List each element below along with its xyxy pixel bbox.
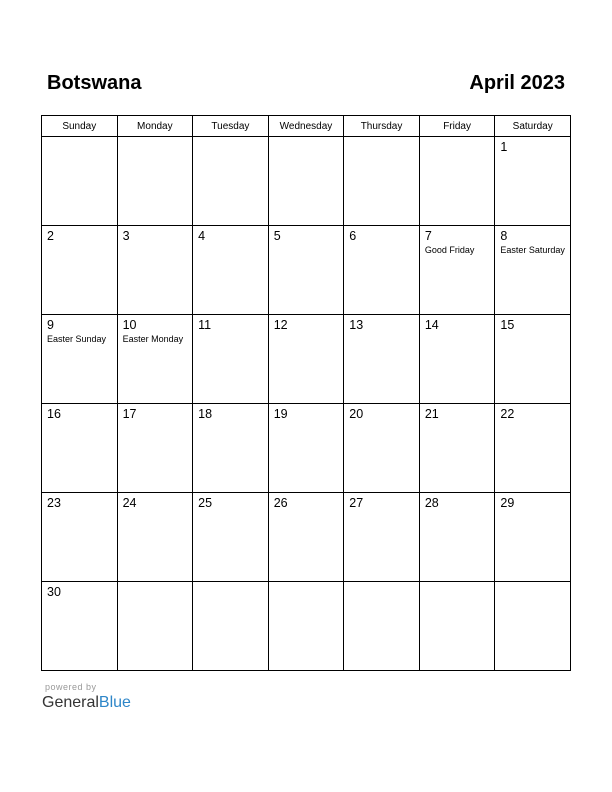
day-number: 20 [349, 407, 364, 421]
day-cell [419, 226, 495, 315]
day-number: 27 [349, 496, 364, 510]
day-cell [344, 493, 420, 582]
holiday-label [420, 421, 495, 422]
holiday-label: Easter Monday [122, 334, 184, 344]
holiday-label [269, 585, 344, 586]
weekday-saturday: Saturday [495, 116, 571, 137]
week-row [42, 315, 571, 404]
week-row [42, 404, 571, 493]
weekday-wednesday: Wednesday [268, 116, 344, 137]
week-row [42, 226, 571, 315]
weekday-monday: Monday [117, 116, 193, 137]
day-cell [495, 137, 571, 226]
day-cell [117, 315, 193, 404]
day-number: 7 [424, 229, 432, 243]
day-cell [117, 493, 193, 582]
holiday-label [118, 243, 193, 244]
day-number: 5 [273, 229, 281, 243]
brand-general-text: General [42, 694, 99, 711]
day-cell [495, 493, 571, 582]
holiday-label [420, 140, 495, 141]
day-cell [419, 137, 495, 226]
holiday-label [118, 421, 193, 422]
weekday-friday: Friday [419, 116, 495, 137]
country-title: Botswana [47, 72, 142, 94]
day-cell [268, 404, 344, 493]
powered-by-label: powered by [45, 682, 97, 692]
day-cell [344, 315, 420, 404]
day-number: 26 [273, 496, 288, 510]
day-cell [495, 226, 571, 315]
day-cell [42, 315, 118, 404]
holiday-label [42, 599, 117, 600]
day-cell [268, 493, 344, 582]
holiday-label [420, 510, 495, 511]
month-title: April 2023 [469, 72, 565, 94]
holiday-label [269, 140, 344, 141]
holiday-label: Good Friday [424, 245, 475, 255]
holiday-label [42, 243, 117, 244]
holiday-label [344, 140, 419, 141]
day-cell [42, 404, 118, 493]
week-row [42, 137, 571, 226]
day-cell [117, 226, 193, 315]
holiday-label [42, 510, 117, 511]
day-number: 2 [47, 229, 54, 243]
holiday-label [118, 585, 193, 586]
holiday-label [344, 243, 419, 244]
day-cell [419, 582, 495, 671]
holiday-label [193, 243, 268, 244]
day-number: 14 [424, 318, 439, 332]
holiday-label [193, 510, 268, 511]
day-number: 22 [500, 407, 515, 421]
day-cell [419, 404, 495, 493]
day-number: 10 [122, 318, 137, 332]
day-cell [117, 137, 193, 226]
holiday-label [495, 421, 570, 422]
holiday-label [269, 243, 344, 244]
day-cell [193, 493, 269, 582]
day-cell [193, 582, 269, 671]
holiday-label [193, 140, 268, 141]
holiday-label [495, 332, 570, 333]
day-cell [419, 493, 495, 582]
holiday-label [42, 421, 117, 422]
day-cell [268, 315, 344, 404]
weekday-tuesday: Tuesday [193, 116, 269, 137]
day-number: 13 [349, 318, 364, 332]
day-cell [117, 404, 193, 493]
day-cell [344, 226, 420, 315]
day-number: 29 [500, 496, 515, 510]
holiday-label [495, 154, 570, 155]
day-number: 23 [47, 496, 61, 510]
day-number: 24 [122, 496, 137, 510]
day-cell [42, 137, 118, 226]
day-cell [193, 404, 269, 493]
day-cell [193, 137, 269, 226]
day-number: 6 [349, 229, 357, 243]
holiday-label [344, 421, 419, 422]
weekday-sunday: Sunday [42, 116, 118, 137]
day-cell [495, 315, 571, 404]
holiday-label [118, 510, 193, 511]
calendar-grid [41, 115, 571, 671]
day-number: 15 [500, 318, 515, 332]
day-cell [495, 404, 571, 493]
day-cell [344, 404, 420, 493]
day-cell [268, 137, 344, 226]
day-number: 11 [198, 318, 212, 332]
weekday-thursday: Thursday [344, 116, 420, 137]
day-cell [42, 226, 118, 315]
day-cell [42, 493, 118, 582]
weekday-header-row [42, 116, 571, 137]
day-cell [117, 582, 193, 671]
day-number: 21 [424, 407, 439, 421]
holiday-label [269, 421, 344, 422]
day-number: 8 [500, 229, 508, 243]
holiday-label [344, 585, 419, 586]
day-number: 30 [47, 585, 61, 599]
holiday-label [193, 585, 268, 586]
holiday-label [344, 510, 419, 511]
day-number: 16 [47, 407, 61, 421]
day-cell [193, 315, 269, 404]
day-number: 1 [500, 140, 508, 154]
day-cell [344, 137, 420, 226]
week-row [42, 582, 571, 671]
holiday-label [344, 332, 419, 333]
holiday-label [42, 140, 117, 141]
holiday-label [495, 585, 570, 586]
holiday-label [193, 332, 268, 333]
holiday-label [193, 421, 268, 422]
holiday-label [269, 510, 344, 511]
day-cell [344, 582, 420, 671]
holiday-label: Easter Sunday [47, 334, 107, 344]
day-number: 9 [47, 318, 54, 332]
day-number: 25 [198, 496, 213, 510]
holiday-label [495, 510, 570, 511]
holiday-label [269, 332, 344, 333]
holiday-label [118, 140, 193, 141]
week-row [42, 493, 571, 582]
holiday-label [420, 585, 495, 586]
day-number: 19 [273, 407, 288, 421]
day-number: 3 [122, 229, 130, 243]
holiday-label [420, 332, 495, 333]
day-number: 18 [198, 407, 213, 421]
brand-blue-text: Blue [98, 694, 131, 711]
day-number: 12 [273, 318, 288, 332]
day-number: 28 [424, 496, 439, 510]
holiday-label: Easter Saturday [500, 245, 565, 255]
day-number: 4 [198, 229, 206, 243]
day-cell [419, 315, 495, 404]
day-cell [193, 226, 269, 315]
day-cell [42, 582, 118, 671]
day-cell [495, 582, 571, 671]
day-number: 17 [122, 407, 137, 421]
generalblue-logo[interactable] [42, 694, 131, 712]
day-cell [268, 226, 344, 315]
day-cell [268, 582, 344, 671]
